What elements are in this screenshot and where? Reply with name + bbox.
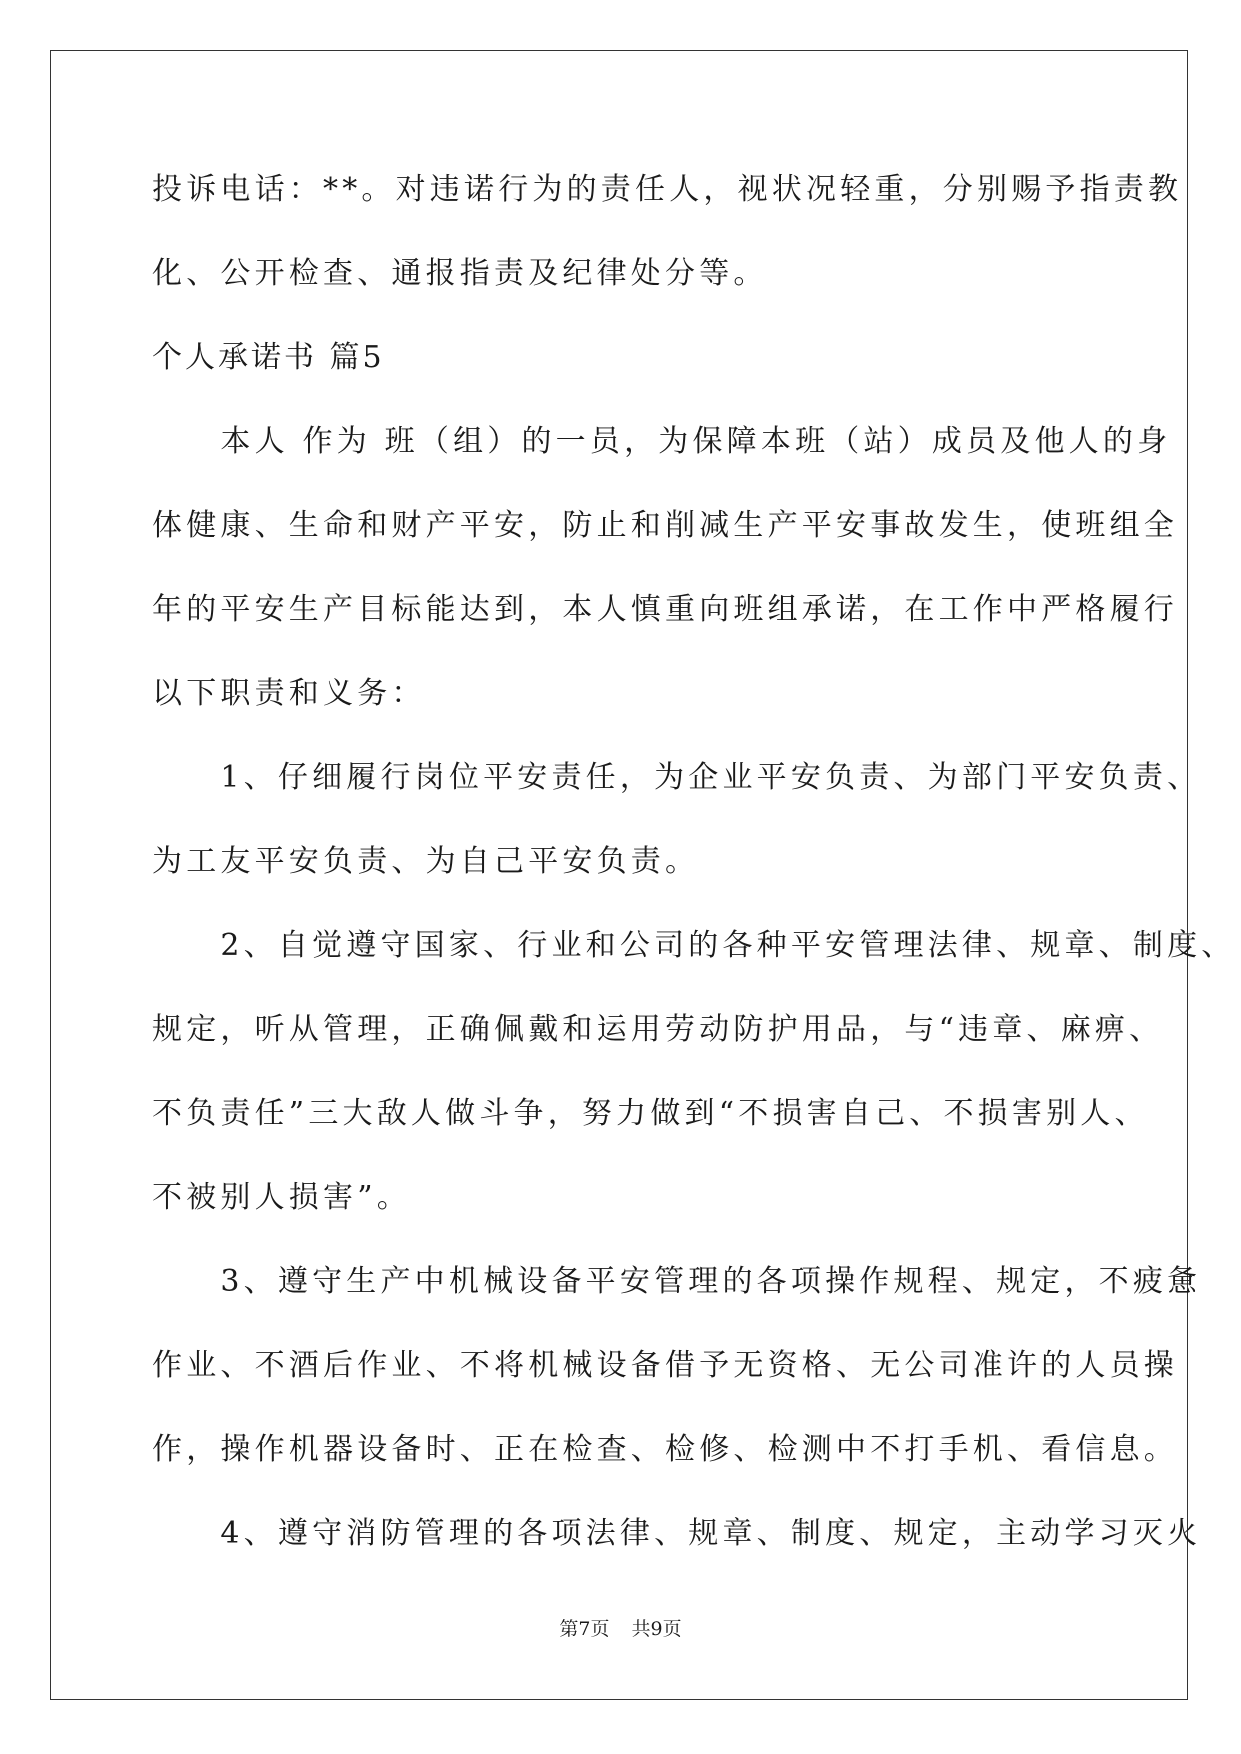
document-body: [152, 160, 1236, 1588]
body-line: 体健康、生命和财产平安，防止和削减生产平安事故发生，使班组全: [152, 508, 1178, 543]
body-line: 为工友平安负责、为自己平安负责。: [152, 844, 700, 879]
body-line: 年的平安生产目标能达到，本人慎重向班组承诺，在工作中严格履行: [152, 592, 1178, 627]
body-line: 投诉电话：**。对违诺行为的责任人，视状况轻重，分别赐予指责教: [152, 172, 1183, 207]
body-line: 作，操作机器设备时、正在检查、检修、检测中不打手机、看信息。: [152, 1432, 1178, 1467]
page-number: 第7页: [559, 1618, 610, 1640]
body-line: 1、仔细履行岗位平安责任，为企业平安负责、为部门平安负责、: [152, 760, 1202, 795]
body-line: 3、遵守生产中机械设备平安管理的各项操作规程、规定，不疲惫: [152, 1264, 1202, 1299]
body-line: 4、遵守消防管理的各项法律、规章、制度、规定，主动学习灭火: [152, 1516, 1202, 1551]
body-line: 本人 作为 班（组）的一员，为保障本班（站）成员及他人的身: [152, 424, 1172, 459]
body-line: 规定，听从管理，正确佩戴和运用劳动防护用品，与“违章、麻痹、: [152, 1012, 1164, 1047]
body-line: 化、公开检查、通报指责及纪律处分等。: [152, 256, 768, 291]
body-line: 2、自觉遵守国家、行业和公司的各种平安管理法律、规章、制度、: [152, 928, 1236, 963]
body-line: 作业、不酒后作业、不将机械设备借予无资格、无公司准许的人员操: [152, 1348, 1178, 1383]
page-total: 共9页: [631, 1618, 682, 1640]
section-heading: 个人承诺书 篇5: [152, 340, 385, 375]
body-line: 不负责任”三大敌人做斗争，努力做到“不损害自己、不损害别人、: [152, 1096, 1149, 1131]
page-footer: [0, 1614, 1241, 1641]
body-line: 不被别人损害”。: [152, 1180, 411, 1215]
body-line: 以下职责和义务：: [152, 676, 426, 711]
